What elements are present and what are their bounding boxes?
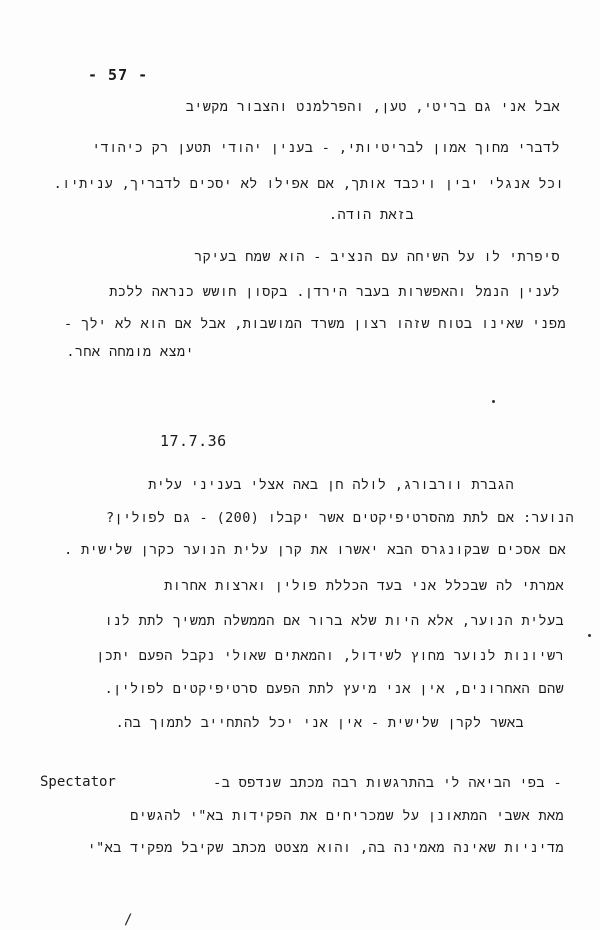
- text-line: באשר לקרן שלישית - אין אני יכל להתחייב לתמוך בה.: [115, 715, 524, 731]
- text-line: בזאת הודה.: [328, 207, 414, 223]
- text-line: מדיניות שאינה מאמינה בה, והוא מצטט מכתב שקיבל מפקיד בא"י: [87, 840, 564, 856]
- text-line: סיפרתי לו על השיחה עם הנציב - הוא שמח בעיקר: [194, 249, 560, 265]
- text-line: אם אסכים שבקונגרס הבא יאשרו את קרן עלית הנוער כקרן שלישית .: [64, 542, 566, 558]
- text-line: הגברת וורבורג, לולה חן באה אצלי בעניני עלית: [148, 477, 514, 493]
- bottom-mark: /: [124, 912, 133, 928]
- page-number: - 57 -: [88, 66, 149, 84]
- text-line: אבל אני גם בריטי, טען, והפרלמנט והצבור מקשיב: [185, 99, 560, 115]
- text-line: רשיונות לנוער מחוץ לשידול, והמאתים שאולי נקבל הפעם יתכן: [96, 648, 564, 664]
- paper-speck: [588, 634, 591, 637]
- text-line: מפני שאינו בטוח שזהו רצון משרד המושבות, אבל אם הוא לא ילך -: [64, 316, 566, 332]
- text-line: מאת אשבי המתאונן על שמכריחים את הפקידות בא"י להגשים: [130, 808, 564, 824]
- text-line: הנוער: אם לתת מהסרטיפיקטים אשר יקבלו (200) - גם לפולין?: [105, 510, 574, 526]
- side-note: Spectator: [40, 774, 116, 790]
- text-line: בעלית הנוער, אלא היות שלא ברור אם הממשלה תמשיך לתת לנו: [104, 613, 564, 629]
- text-line: אמרתי לה שבכלל אני בעד הכללת פולין וארצות אחרות: [164, 578, 564, 594]
- paper-speck: [492, 400, 495, 403]
- text-line: ימצא מומחה אחר.: [66, 344, 194, 360]
- entry-date: 17.7.36: [160, 432, 227, 450]
- text-line: לענין הנמל והאפשרות בעבר הירדן. בקסון חושש כנראה ללכת: [109, 284, 560, 300]
- text-line: - בפי הביאה לי בהתרגשות רבה מכתב שנדפס ב-: [213, 775, 562, 791]
- text-line: לדברי מחוך אמון לבריטיותי, - בענין יהודי תטען רק כיהודי: [92, 140, 560, 156]
- text-line: שהם האחרונים, אין אני מיעץ לתת הפעם סרטיפיקטים לפולין.: [104, 681, 564, 697]
- text-line: וכל אנגלי יבין ויכבד אותך, אם אפילו לא יסכים לדבריך, עניתיו.: [53, 176, 564, 192]
